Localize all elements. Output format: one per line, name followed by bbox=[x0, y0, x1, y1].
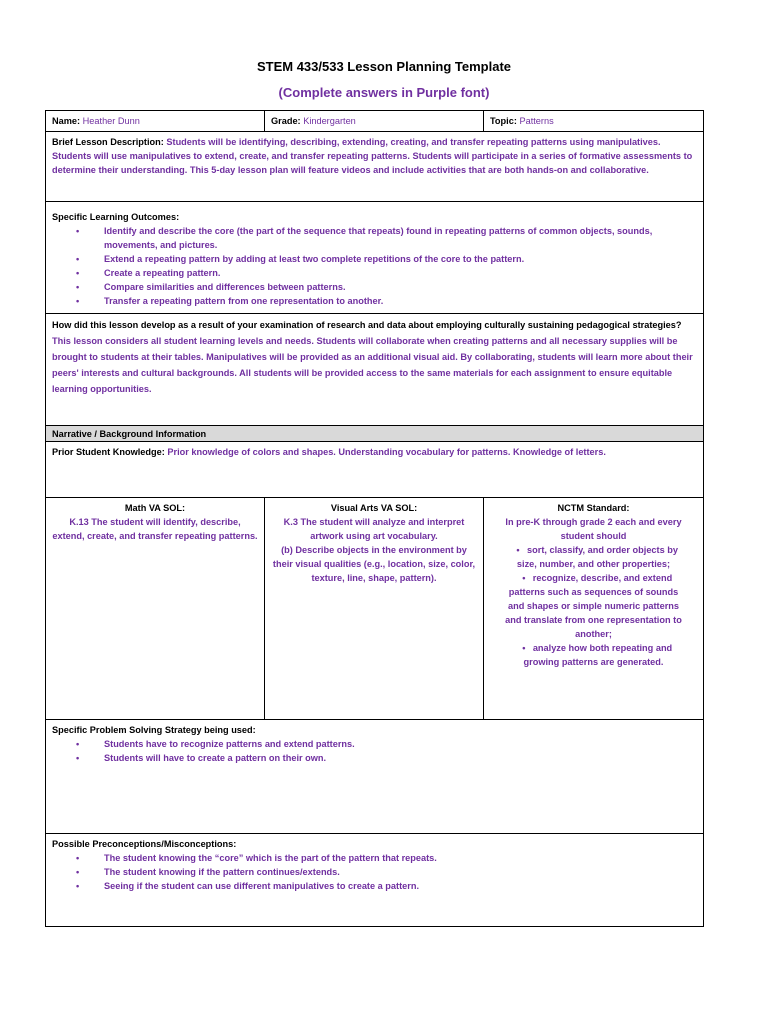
name-label: Name: bbox=[52, 116, 81, 126]
math-sol-label: Math VA SOL: bbox=[124, 503, 186, 513]
outcomes-row bbox=[46, 202, 704, 314]
strategy-cell bbox=[46, 720, 704, 834]
nctm-intro: In pre-K through grade 2 each and every student should bbox=[505, 517, 682, 541]
misconception-item: • Seeing if the student can use different manipulatives to create a pattern. bbox=[52, 879, 697, 893]
outcomes-list bbox=[52, 224, 697, 308]
outcome-item: • Extend a repeating pattern by adding at least two complete repetitions of the core to the pattern. bbox=[52, 252, 697, 266]
math-sol-text: K.13 The student will identify, describe, extend, create, and transfer repeating patterns. bbox=[52, 517, 258, 541]
outcome-item: • Compare similarities and differences between patterns. bbox=[52, 280, 697, 294]
grade-value: Kindergarten bbox=[303, 116, 356, 126]
name-cell bbox=[46, 111, 265, 132]
document-title: STEM 433/533 Lesson Planning Template bbox=[256, 59, 512, 74]
topic-value: Patterns bbox=[519, 116, 554, 126]
strategy-list bbox=[52, 737, 697, 765]
misconceptions-label: Possible Preconceptions/Misconceptions: bbox=[52, 839, 237, 849]
grade-label: Grade: bbox=[271, 116, 301, 126]
grade-cell bbox=[265, 111, 484, 132]
description-cell bbox=[46, 132, 704, 202]
nctm-cell bbox=[484, 498, 704, 720]
misconceptions-list bbox=[52, 851, 697, 893]
arts-sol-cell bbox=[265, 498, 484, 720]
prior-knowledge-row bbox=[46, 442, 704, 498]
nctm-item: • recognize, describe, and extend patterns such as sequences of sounds and shapes or simple numeric patterns and translate from one representation to another; bbox=[505, 573, 682, 639]
description-label: Brief Lesson Description: bbox=[52, 137, 164, 147]
topic-cell bbox=[484, 111, 704, 132]
lesson-plan-table bbox=[45, 110, 704, 927]
narrative-header-row bbox=[46, 426, 704, 442]
outcome-item: • Identify and describe the core (the part of the sequence that repeats) found in repeating patterns of common objects, sounds, movements, and pictures. bbox=[52, 224, 697, 252]
research-question: How did this lesson develop as a result of your examination of research and data about employing culturally sustaining pedagogical strategies? bbox=[52, 320, 682, 330]
nctm-list bbox=[490, 543, 697, 669]
research-cell bbox=[46, 314, 704, 426]
topic-label: Topic: bbox=[490, 116, 517, 126]
standards-row bbox=[46, 498, 704, 720]
document-subtitle: (Complete answers in Purple font) bbox=[278, 85, 490, 100]
narrative-label: Narrative / Background Information bbox=[52, 429, 207, 439]
misconceptions-cell bbox=[46, 834, 704, 927]
math-sol-cell bbox=[46, 498, 265, 720]
research-row bbox=[46, 314, 704, 426]
name-value: Heather Dunn bbox=[82, 116, 140, 126]
strategy-item: • Students will have to create a pattern on their own. bbox=[52, 751, 697, 765]
description-text: Students will be identifying, describing, extending, creating, and transfer repeating patterns using manipulatives. Students will use manipulatives to extend, create, and transfer repeating patterns. Students will participate in a series of formative assessments to determine their understanding. This 5-day lesson plan will feature videos and include activities that are both hands-on and collaborative. bbox=[52, 137, 693, 175]
nctm-item: • sort, classify, and order objects by size, number, and other properties; bbox=[516, 545, 678, 569]
outcomes-label: Specific Learning Outcomes: bbox=[52, 212, 180, 222]
nctm-item: • analyze how both repeating and growing patterns are generated. bbox=[522, 643, 673, 667]
misconception-item: • The student knowing if the pattern continues/extends. bbox=[52, 865, 697, 879]
outcomes-cell bbox=[46, 202, 704, 314]
strategy-item: • Students have to recognize patterns and extend patterns. bbox=[52, 737, 697, 751]
misconceptions-row bbox=[46, 834, 704, 927]
misconception-item: • The student knowing the “core” which is the part of the pattern that repeats. bbox=[52, 851, 697, 865]
outcome-item: • Transfer a repeating pattern from one representation to another. bbox=[52, 294, 697, 308]
outcome-item: • Create a repeating pattern. bbox=[52, 266, 697, 280]
prior-knowledge-text: Prior knowledge of colors and shapes. Understanding vocabulary for patterns. Knowledge of letters. bbox=[167, 447, 606, 457]
strategy-label: Specific Problem Solving Strategy being used: bbox=[52, 725, 256, 735]
prior-knowledge-cell bbox=[46, 442, 704, 498]
arts-sol-line2: (b) Describe objects in the environment by their visual qualities (e.g., location, size, color, texture, line, shape, pattern). bbox=[272, 545, 476, 583]
research-answer: This lesson considers all student learning levels and needs. Students will collaborate when creating patterns and all necessary supplies will be brought to students at their tables. Manipulatives will be provided as an additional visual aid. By collaborating, students will learn more about their peers' interests and cultural backgrounds. All students will be provided access to the same materials for each assignment to ensure equitable learning opportunities. bbox=[52, 336, 693, 394]
narrative-header-cell bbox=[46, 426, 704, 442]
arts-sol-line1: K.3 The student will analyze and interpret artwork using art vocabulary. bbox=[283, 517, 465, 541]
strategy-row bbox=[46, 720, 704, 834]
info-row bbox=[46, 111, 704, 132]
prior-knowledge-label: Prior Student Knowledge: bbox=[52, 447, 165, 457]
description-row bbox=[46, 132, 704, 202]
nctm-label: NCTM Standard: bbox=[557, 503, 630, 513]
arts-sol-label: Visual Arts VA SOL: bbox=[330, 503, 418, 513]
